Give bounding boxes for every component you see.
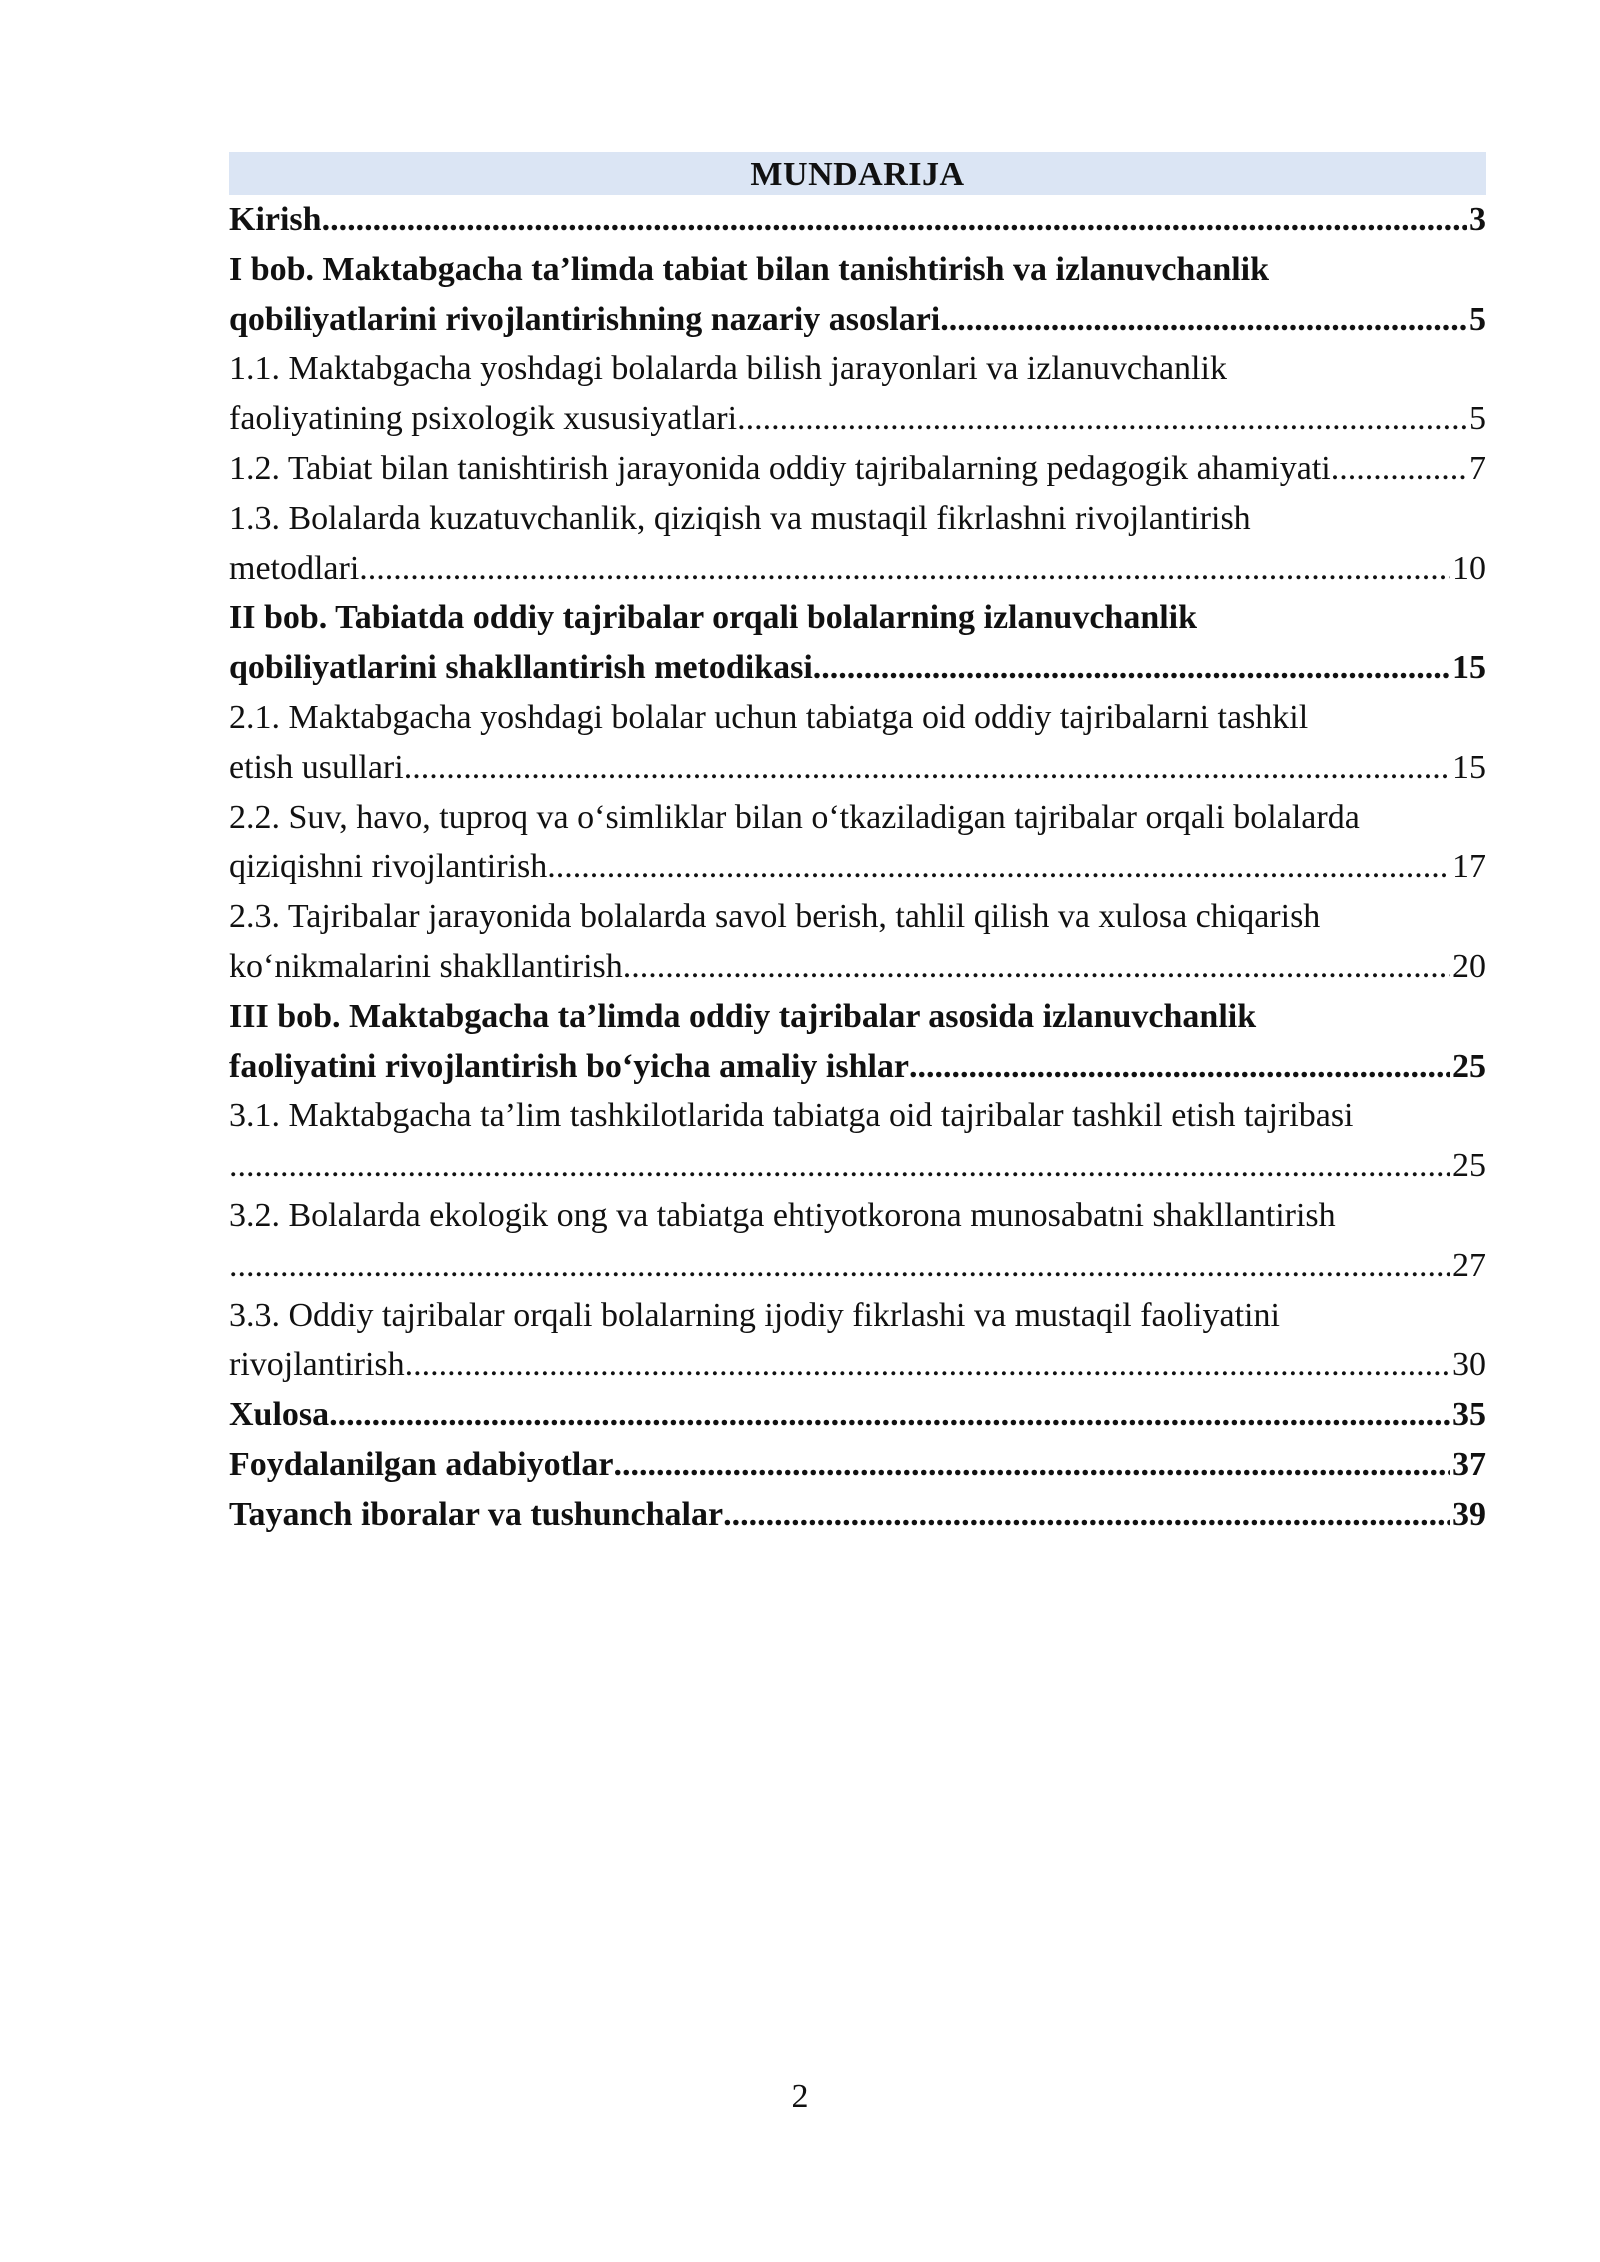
toc-entry[interactable]: [229, 1191, 1486, 1291]
toc-entry-title: ko‘nikmalarini shakllantirish: [229, 947, 623, 985]
toc-entry[interactable]: [229, 245, 1486, 345]
toc-entry-title: etish usullari: [229, 748, 404, 786]
dot-leader: [723, 1490, 1450, 1540]
toc-entry-leader-line: [229, 544, 1486, 594]
toc-entry-leader-line: [229, 195, 1486, 245]
dot-leader: [322, 195, 1467, 245]
toc-entry-page-number: 30: [1452, 1346, 1486, 1384]
dot-leader: [229, 1141, 1450, 1191]
toc-entry-leader-line: [229, 743, 1486, 793]
toc-entry-title: qiziqishni rivojlantirish: [229, 848, 548, 886]
toc-entry-leader-line: [229, 1390, 1486, 1440]
toc-entry-page-number: 15: [1452, 748, 1486, 786]
toc-entry-line: 2.1. Maktabgacha yoshdagi bolalar uchun tabiatga oid oddiy tajribalarni tashkil: [229, 698, 1309, 736]
toc-entry-page-number: 25: [1452, 1147, 1486, 1185]
toc-entry-leader-line: [229, 1241, 1486, 1291]
toc-entry[interactable]: [229, 1091, 1486, 1191]
dot-leader: [1339, 444, 1467, 494]
toc-entry-line: II bob. Tabiatda oddiy tajribalar orqali bolalarning izlanuvchanlik: [229, 599, 1198, 637]
toc-entry-page-number: 39: [1452, 1495, 1486, 1533]
toc-entry-leader-line: [229, 394, 1486, 444]
toc-entry-leader-line: [229, 1141, 1486, 1191]
toc-entry-page-number: 5: [1469, 400, 1486, 438]
toc-entry-leader-line: [229, 643, 1486, 693]
toc-entry-page-number: 27: [1452, 1246, 1486, 1284]
toc-entry-leader-line: [229, 1490, 1486, 1540]
dot-leader: [547, 842, 1450, 892]
toc-entry-page-number: 15: [1452, 649, 1486, 687]
table-of-contents: [229, 152, 1486, 1540]
toc-entry[interactable]: [229, 793, 1486, 893]
toc-entry-title: metodlari: [229, 549, 360, 587]
toc-entry-leader-line: [229, 1042, 1486, 1092]
toc-entry-page-number: 10: [1452, 549, 1486, 587]
toc-entry-title: qobiliyatlarini rivojlantirishning nazariy asoslari: [229, 300, 941, 338]
toc-entry-line: 2.3. Tajribalar jarayonida bolalarda savol berish, tahlil qilish va xulosa chiqarish: [229, 898, 1321, 936]
dot-leader: [737, 394, 1467, 444]
dot-leader: [909, 1042, 1450, 1092]
page-number: 2: [791, 2078, 809, 2115]
toc-entry[interactable]: [229, 593, 1486, 693]
toc-entry[interactable]: [229, 344, 1486, 444]
toc-entry-title: Tayanch iboralar va tushunchalar: [229, 1495, 724, 1533]
toc-entry-leader-line: [229, 1440, 1486, 1490]
toc-entry-leader-line: [229, 295, 1486, 345]
toc-entries: [229, 195, 1486, 1540]
toc-entry-page-number: 3: [1469, 201, 1486, 238]
toc-entry-page-number: 20: [1452, 947, 1486, 985]
toc-entry-title: 1.2. Tabiat bilan tanishtirish jarayonida oddiy tajribalarning pedagogik ahamiyati.: [229, 449, 1340, 487]
toc-entry-title: Foydalanilgan adabiyotlar: [229, 1445, 614, 1483]
toc-entry-leader-line: [229, 942, 1486, 992]
dot-leader: [359, 544, 1450, 594]
toc-entry-title: faoliyatining psixologik xususiyatlari: [229, 400, 738, 438]
toc-entry-leader-line: [229, 842, 1486, 892]
toc-entry-title: qobiliyatlarini shakllantirish metodikasi: [229, 649, 813, 687]
toc-entry-line: III bob. Maktabgacha ta’limda oddiy tajribalar asosida izlanuvchanlik: [229, 997, 1257, 1035]
toc-entry[interactable]: [229, 992, 1486, 1092]
dot-leader: [229, 1241, 1450, 1291]
toc-entry-line: 1.1. Maktabgacha yoshdagi bolalarda bilish jarayonlari va izlanuvchanlik: [229, 350, 1227, 388]
toc-entry-title: faoliyatini rivojlantirish bo‘yicha amaliy ishlar: [229, 1047, 910, 1085]
dot-leader: [813, 643, 1450, 693]
toc-entry-page-number: 37: [1452, 1445, 1486, 1483]
toc-entry-page-number: 25: [1452, 1047, 1486, 1085]
dot-leader: [329, 1390, 1450, 1440]
toc-entry[interactable]: [229, 1390, 1486, 1440]
toc-entry[interactable]: [229, 494, 1486, 594]
toc-entry-line: 1.3. Bolalarda kuzatuvchanlik, qiziqish va mustaqil fikrlashni rivojlantirish: [229, 499, 1251, 537]
toc-entry-page-number: 5: [1469, 300, 1486, 338]
dot-leader: [623, 942, 1450, 992]
toc-entry-line: 3.3. Oddiy tajribalar orqali bolalarning ijodiy fikrlashi va mustaqil faoliyatini: [229, 1296, 1280, 1334]
toc-entry-line: 3.1. Maktabgacha ta’lim tashkilotlarida tabiatga oid tajribalar tashkil etish tajribasi: [229, 1097, 1354, 1135]
toc-entry-page-number: 17: [1452, 848, 1486, 886]
toc-entry-line: I bob. Maktabgacha ta’limda tabiat bilan tanishtirish va izlanuvchanlik: [229, 250, 1270, 288]
dot-leader: [405, 1340, 1450, 1390]
toc-entry-line: 2.2. Suv, havo, tuproq va o‘simliklar bilan o‘tkaziladigan tajribalar orqali bolalarda: [229, 798, 1360, 836]
dot-leader: [404, 743, 1450, 793]
toc-title: MUNDARIJA: [229, 152, 1486, 195]
toc-entry-page-number: 7: [1469, 449, 1486, 487]
toc-entry-title: rivojlantirish: [229, 1346, 405, 1384]
toc-entry-title: Xulosa: [229, 1396, 330, 1434]
toc-entry-page-number: 35: [1452, 1396, 1486, 1434]
toc-entry[interactable]: [229, 1291, 1486, 1391]
toc-entry-line: 3.2. Bolalarda ekologik ong va tabiatga ehtiyotkorona munosabatni shakllantirish: [229, 1196, 1336, 1234]
toc-entry[interactable]: [229, 444, 1486, 494]
toc-entry[interactable]: [229, 892, 1486, 992]
toc-entry-leader-line: [229, 444, 1486, 494]
toc-entry[interactable]: [229, 693, 1486, 793]
dot-leader: [940, 295, 1467, 345]
toc-entry[interactable]: [229, 195, 1486, 245]
toc-entry-title: Kirish: [229, 201, 322, 238]
toc-entry[interactable]: [229, 1440, 1486, 1490]
dot-leader: [613, 1440, 1450, 1490]
toc-entry-leader-line: [229, 1340, 1486, 1390]
toc-entry[interactable]: [229, 1490, 1486, 1540]
